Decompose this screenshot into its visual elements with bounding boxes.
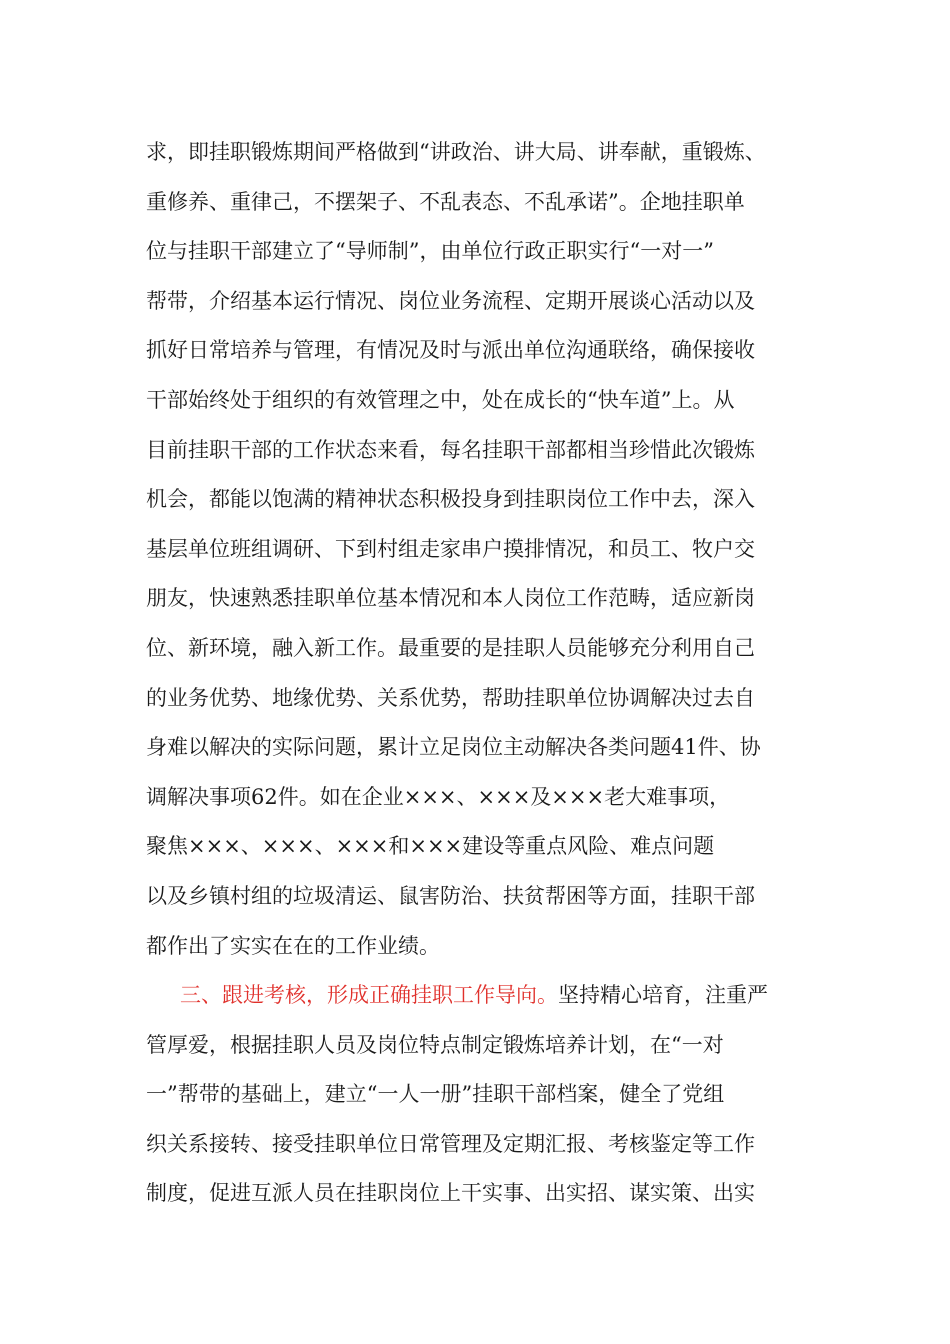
line-text: 求，即挂职锻炼期间严格做到“讲政治、讲大局、讲奉献，重锻炼、 — [146, 140, 766, 164]
line-text: 坚持精心培育，注重严 — [558, 983, 768, 1008]
text-line — [146, 624, 806, 674]
paragraph-2 — [146, 971, 806, 1219]
line-text: 调解决事项62件。如在企业×××、×××及×××老大难事项， — [146, 784, 731, 809]
text-line — [146, 475, 806, 525]
section-heading: 三、跟进考核，形成正确挂职工作导向。 — [180, 983, 558, 1008]
document-body — [146, 128, 806, 1219]
line-text: 抓好日常培养与管理，有情况及时与派出单位沟通联络，确保接收 — [146, 338, 755, 363]
text-line — [146, 723, 806, 773]
text-line — [146, 326, 806, 376]
line-text: 的业务优势、地缘优势、关系优势，帮助挂职单位协调解决过去自 — [146, 685, 755, 710]
line-text: 位与挂职干部建立了“导师制”，由单位行政正职实行“一对一” — [146, 239, 714, 264]
text-line — [146, 1021, 806, 1071]
text-line — [146, 277, 806, 327]
text-line — [146, 674, 806, 724]
line-text: 干部始终处于组织的有效管理之中，处在成长的“快车道”上。从 — [146, 387, 735, 412]
text-line — [146, 1070, 806, 1120]
line-text: 重修养、重律己，不摆架子、不乱表态、不乱承诺”。企地挂职单 — [146, 189, 745, 214]
line-text: 帮带，介绍基本运行情况、岗位业务流程、定期开展谈心活动以及 — [146, 288, 755, 313]
line-text: 一”帮带的基础上，建立“一人一册”挂职干部档案，健全了党组 — [146, 1082, 725, 1107]
text-line — [146, 1169, 806, 1219]
line-text: 都作出了实实在在的工作业绩。 — [146, 933, 440, 958]
line-text: 聚焦×××、×××、×××和×××建设等重点风险、难点问题 — [146, 834, 715, 859]
line-text: 位、新环境，融入新工作。最重要的是挂职人员能够充分利用自己 — [146, 635, 755, 660]
line-text: 管厚爱，根据挂职人员及岗位特点制定锻炼培养计划，在“一对 — [146, 1032, 724, 1057]
text-line — [146, 971, 806, 1021]
line-text: 朋友，快速熟悉挂职单位基本情况和本人岗位工作范畴，适应新岗 — [146, 586, 755, 611]
text-line — [146, 128, 806, 178]
line-text: 机会，都能以饱满的精神状态积极投身到挂职岗位工作中去，深入 — [146, 487, 755, 512]
line-text: 制度，促进互派人员在挂职岗位上干实事、出实招、谋实策、出实 — [146, 1181, 755, 1206]
line-text: 基层单位班组调研、下到村组走家串户摸排情况，和员工、牧户交 — [146, 536, 755, 561]
line-text: 以及乡镇村组的垃圾清运、鼠害防治、扶贫帮困等方面，挂职干部 — [146, 883, 755, 908]
indent-space — [146, 971, 180, 1021]
text-line — [146, 227, 806, 277]
text-line — [146, 872, 806, 922]
text-line — [146, 1120, 806, 1170]
text-line — [146, 822, 806, 872]
text-line — [146, 922, 806, 972]
text-line — [146, 178, 806, 228]
line-text: 身难以解决的实际问题，累计立足岗位主动解决各类问题41件、协 — [146, 735, 761, 760]
line-text: 目前挂职干部的工作状态来看，每名挂职干部都相当珍惜此次锻炼 — [146, 437, 755, 462]
text-line — [146, 773, 806, 823]
line-text: 织关系接转、接受挂职单位日常管理及定期汇报、考核鉴定等工作 — [146, 1131, 755, 1156]
paragraph-1 — [146, 128, 806, 971]
text-line — [146, 376, 806, 426]
text-line — [146, 525, 806, 575]
text-line — [146, 574, 806, 624]
text-line — [146, 426, 806, 476]
